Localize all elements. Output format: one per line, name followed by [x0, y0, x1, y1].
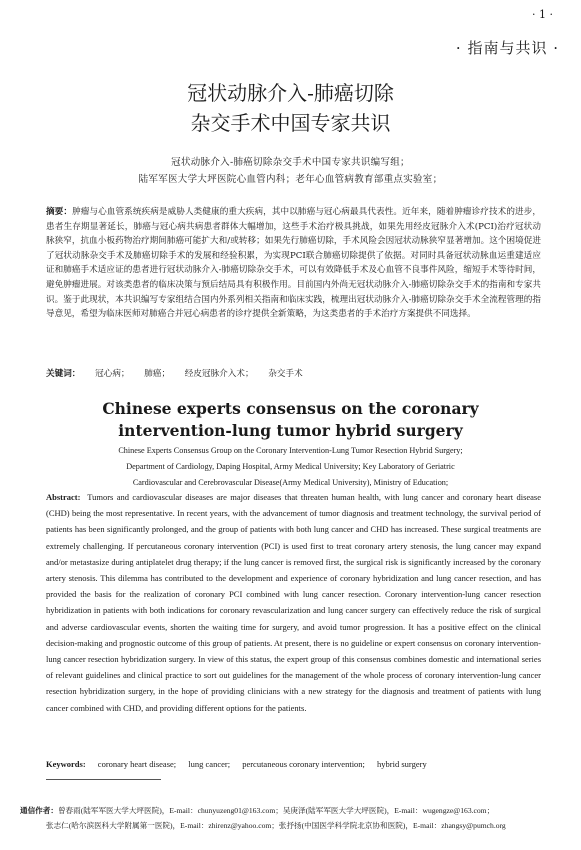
english-title	[0, 398, 581, 442]
section-tag: · 指南与共识 ·	[455, 39, 559, 57]
english-affiliation-line-2: Department of Cardiology, Daping Hospital, Army Medical University; Key Laboratory of Geriatric	[126, 462, 455, 471]
chinese-abstract	[46, 205, 541, 322]
chinese-title-line-1: 冠状动脉介入-肺癌切除	[187, 81, 394, 105]
english-keyword: percutaneous coronary intervention;	[242, 759, 365, 769]
chinese-affiliations	[60, 154, 521, 188]
chinese-keywords-label: 关键词：	[46, 369, 81, 379]
english-keywords	[46, 759, 541, 769]
corresponding-authors	[20, 803, 565, 833]
english-abstract	[46, 489, 541, 716]
english-keywords-label: Keywords:	[46, 759, 86, 769]
english-keyword: hybrid surgery	[377, 759, 427, 769]
page-number: · 1 ·	[532, 8, 553, 21]
chinese-title-line-2: 杂交手术中国专家共识	[190, 111, 391, 135]
chinese-title	[0, 78, 581, 138]
english-abstract-label: Abstract:	[46, 492, 81, 502]
chinese-keyword: 经皮冠脉介入术；	[184, 369, 254, 379]
corresponding-authors-line-1	[20, 803, 565, 818]
corresponding-authors-text-2: 张志仁(哈尔滨医科大学附属第一医院)，E-mail：zhirenz@yahoo.com；张抒扬(中国医学科学院北京协和医院)，E-mail：zhangsy@pumch.org	[46, 821, 506, 830]
footnote-divider	[46, 779, 161, 780]
english-affiliations	[50, 443, 531, 491]
chinese-keyword: 杂交手术	[268, 369, 303, 379]
chinese-keyword: 肺癌；	[144, 369, 171, 379]
chinese-abstract-label: 摘要：	[46, 207, 73, 217]
english-affiliation-line-1: Chinese Experts Consensus Group on the Coronary Intervention-Lung Tumor Resection Hybrid Surgery;	[118, 446, 463, 455]
english-keyword: lung cancer;	[188, 759, 231, 769]
chinese-affiliation-line-2: 陆军军医大学大坪医院心血管内科；老年心血管病教育部重点实验室；	[138, 174, 443, 185]
chinese-abstract-text: 肿瘤与心血管系统疾病是威胁人类健康的重大疾病，其中以肺癌与冠心病最具代表性。近年来，随着肿瘤诊疗技术的进步，患者生存期显著延长，肺癌与冠心病共病患者群体大幅增加，这些手术治疗极具挑战，如果先用经皮冠脉介入术(PCI)治疗冠状动脉狭窄，抗血小板药物治疗期间肺癌可能扩大和/或转移；如果先行肺癌切除，手术风险会因冠状动脉狭窄显著增加。这个困境促进了冠状动脉杂交手术及肺癌切除手术的发展和经验积累，为实现PCI联合肺癌切除提供了依据。对同时具备冠状动脉血运重建适应证和肺癌手术适应证的患者进行冠状动脉介入-肺癌切除杂交手术，可以有效降低手术及心血管不良事件风险，缩短手术等待时间，避免肿瘤进展。对该类患者的临床决策与预后结局具有积极作用。目前国内外尚无冠状动脉介入-肺癌切除杂交手术的指南和专家共识。鉴于此现状，本共识编写专家组结合国内外系列相关指南和临床实践，梳理出冠状动脉介入-肺癌切除杂交手术全流程管理的指导意见，希望为临床医师对肺癌合并冠心病患者的诊疗提供全新策略，为这类患者的手术治疗方案提供不同选择。	[46, 207, 541, 320]
corresponding-authors-text-1: 曾春雨(陆军军医大学大坪医院)，E-mail：chunyuzeng01@163.com；吴庚泽(陆军军医大学大坪医院)，E-mail：wugengze@163.com；	[57, 806, 495, 815]
english-title-line-2: intervention-lung tumor hybrid surgery	[118, 421, 463, 440]
english-title-line-1: Chinese experts consensus on the coronary	[102, 399, 479, 418]
english-keyword: coronary heart disease;	[97, 759, 177, 769]
chinese-affiliation-line-1: 冠状动脉介入-肺癌切除杂交手术中国专家共识编写组；	[171, 157, 410, 168]
chinese-keyword: 冠心病；	[95, 369, 130, 379]
english-abstract-text: Tumors and cardiovascular diseases are major diseases that threaten human health, with lung cancer and coronary heart disease (CHD) being the most representative. In recent years, with the advancement of tumor diagnosis and treatment technology, the survival period of patients has been significantly prolonged, and the group of patients with both lung cancer and CHD has increased. These surgical treatments are extremely challenging. If percutaneous coronary intervention (PCI) is used first to treat coronary artery stenosis, the lung cancer may expand and/or metastasize during antiplatelet drug therapy; if the lung cancer is removed first, the surgical risk is significantly increased by the coronary artery stenosis. This dilemma has contributed to the development and experience of coronary hybridization and lung cancer resection, and has provided the basis for the realization of coronary PCI combined with lung cancer resection. Coronary intervention-lung cancer resection hybridization in patients with both indications for coronary revascularization and lung cancer surgery can effectively reduce the risk of surgical and adverse cardiovascular events, shorten the waiting time for surgery, and avoid tumor progression. It has a positive effect on the clinical decision-making and prognostic outcome of this group of patients. At present, there is no guideline or expert consensus on coronary intervention-lung cancer resection hybridization surgery. In view of this status, the expert group of this consensus combines domestic and international series of relevant guidelines and clinical practice to sort out guidelines for the management of the whole process of coronary intervention-lung cancer resection hybridization surgery, in the hope of providing clinicians with a new strategy for the diagnosis and treatment of patients with lung cancer combined with CHD, and providing different options for the patients.	[46, 492, 541, 713]
chinese-keywords	[46, 367, 541, 379]
corresponding-authors-label: 通信作者：	[20, 806, 58, 815]
english-affiliation-line-3: Cardiovascular and Cerebrovascular Disease(Army Medical University), Ministry of Education;	[132, 478, 449, 487]
